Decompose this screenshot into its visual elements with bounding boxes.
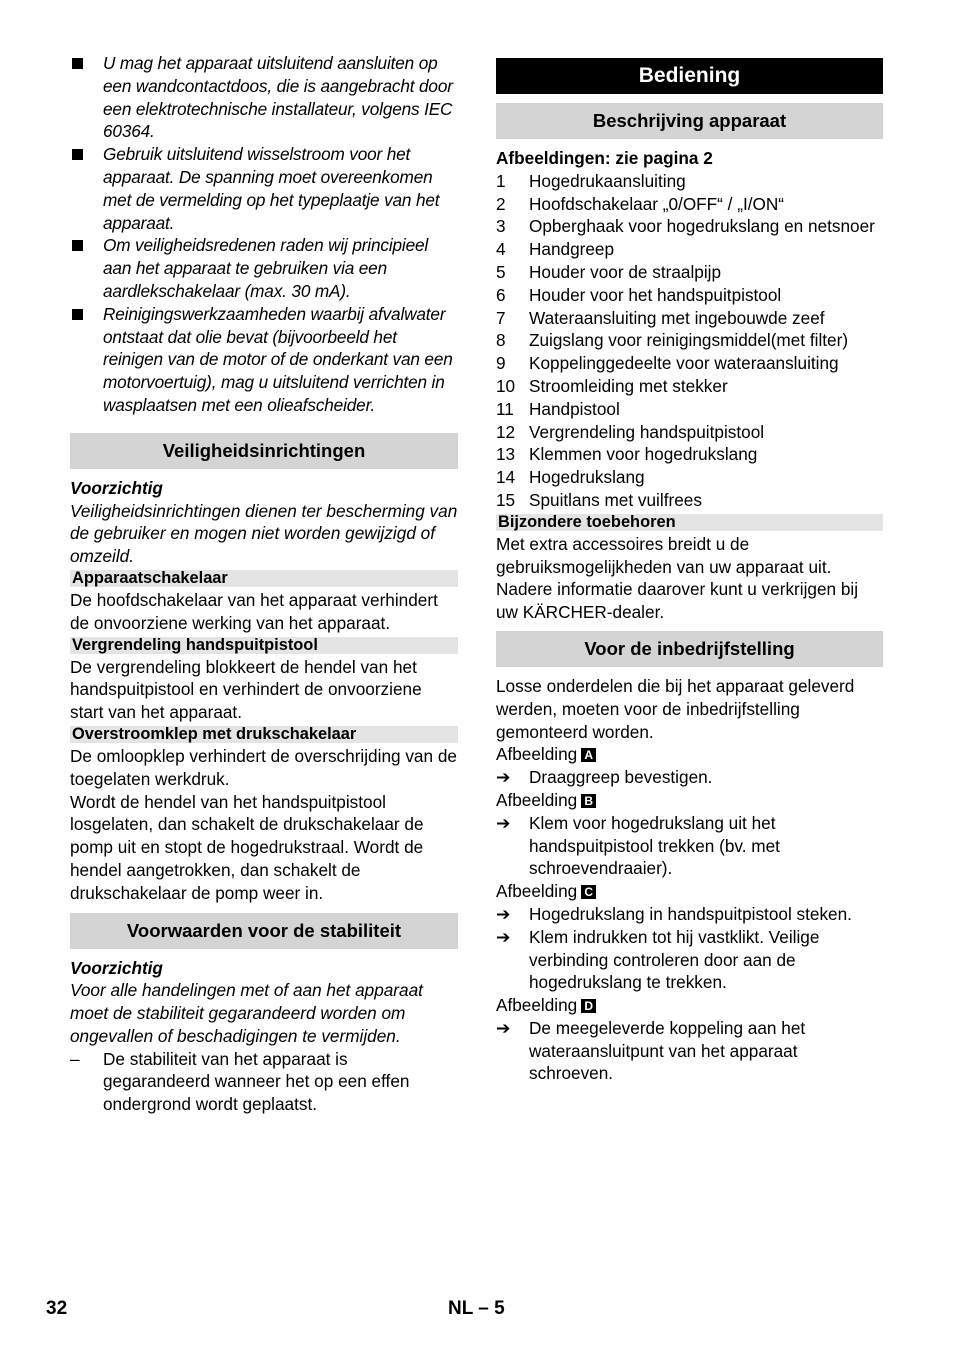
left-column bbox=[70, 52, 458, 1116]
parts-list bbox=[496, 170, 883, 512]
figure-reference: Afbeelding B bbox=[496, 789, 883, 812]
figure-label-b: B bbox=[581, 794, 596, 808]
list-item: – De stabiliteit van het apparaat is gegarandeerd wanneer het op een effen ondergrond wordt geplaatst. bbox=[70, 1048, 410, 1115]
list-item: 6 Houder voor het handspuitpistool bbox=[496, 284, 782, 305]
arrow-right-icon: ➔ bbox=[496, 812, 511, 833]
subheading-device-switch: Apparaatschakelaar bbox=[70, 570, 458, 587]
section-heading-stability: Voorwaarden voor de stabiliteit bbox=[70, 913, 458, 949]
arrow-right-icon: ➔ bbox=[496, 926, 511, 947]
caution-text: Veiligheidsinrichtingen dienen ter bescherming van de gebruiker en mogen niet worden gewijzigd of omzeild. bbox=[70, 500, 458, 567]
section-page-ref: NL – 5 bbox=[448, 1298, 505, 1319]
figure-reference: Afbeelding D bbox=[496, 994, 883, 1017]
list-item: 12 Vergrendeling handspuitpistool bbox=[496, 421, 765, 442]
list-item: Gebruik uitsluitend wisselstroom voor het apparaat. De spanning moet overeenkomen met de vermelding op het typeplaatje van het apparaat. bbox=[70, 143, 458, 234]
section-heading-commissioning: Voor de inbedrijfstelling bbox=[496, 631, 883, 667]
paragraph: Losse onderdelen die bij het apparaat geleverd werden, moeten voor de inbedrijfstelling gemonteerd worden. bbox=[496, 675, 855, 742]
list-item: U mag het apparaat uitsluitend aansluiten op een wandcontactdoos, die is aangebracht door een elektrotechnische installateur, volgens IEC 60364. bbox=[70, 52, 458, 143]
subheading-accessories: Bijzondere toebehoren bbox=[496, 514, 883, 531]
dash-bullet: – bbox=[70, 1048, 80, 1069]
list-item: ➔ Klem voor hogedrukslang uit het handspuitpistool trekken (bv. met schroevendraaier). bbox=[496, 812, 780, 879]
figure-reference: Afbeelding A bbox=[496, 743, 883, 766]
page-number: 32 bbox=[46, 1298, 68, 1319]
list-item: 7 Wateraansluiting met ingebouwde zeef bbox=[496, 307, 825, 328]
list-item: 11 Handpistool bbox=[496, 398, 620, 419]
caution-label: Voorzichtig bbox=[70, 477, 163, 498]
paragraph: De hoofdschakelaar van het apparaat verhindert de onvoorziene werking van het apparaat. bbox=[70, 589, 438, 633]
chapter-heading: Bediening bbox=[496, 58, 883, 94]
list-item: 1 Hogedrukaansluiting bbox=[496, 170, 686, 191]
section-heading-description: Beschrijving apparaat bbox=[496, 103, 883, 139]
arrow-right-icon: ➔ bbox=[496, 767, 511, 788]
list-item: 13 Klemmen voor hogedrukslang bbox=[496, 444, 758, 465]
subheading-trigger-lock: Vergrendeling handspuitpistool bbox=[70, 637, 458, 654]
arrow-right-icon: ➔ bbox=[496, 1017, 511, 1038]
paragraph: Met extra accessoires breidt u de gebruiksmogelijkheden van uw apparaat uit. Nadere informatie daarover kunt u verkrijgen bij uw KÄRCHER-dealer. bbox=[496, 533, 859, 623]
list-item: 4 Handgreep bbox=[496, 239, 615, 260]
list-item: 10 Stroomleiding met stekker bbox=[496, 375, 728, 396]
list-item: 9 Koppelinggedeelte voor wateraansluiting bbox=[496, 353, 839, 374]
list-item: Reinigingswerkzaamheden waarbij afvalwater ontstaat dat olie bevat (bijvoorbeeld het reinigen van de motor of de onderkant van een motorvoertuig), mag u uitsluitend verrichten in wasplaatsen met een olieafscheider. bbox=[70, 303, 458, 417]
figure-reference: Afbeelding C bbox=[496, 880, 883, 903]
list-item: 2 Hoofdschakelaar „0/OFF“ / „I/ON“ bbox=[496, 193, 785, 214]
list-item: 15 Spuitlans met vuilfrees bbox=[496, 489, 702, 510]
square-bullet-icon bbox=[72, 58, 83, 69]
figure-label-d: D bbox=[581, 999, 596, 1013]
section-heading-safety: Veiligheidsinrichtingen bbox=[70, 433, 458, 469]
list-item: 14 Hogedrukslang bbox=[496, 467, 645, 488]
list-item: 8 Zuigslang voor reinigingsmiddel(met filter) bbox=[496, 330, 849, 351]
list-item: ➔ Hogedrukslang in handspuitpistool steken. bbox=[496, 903, 852, 924]
paragraph: De vergrendeling blokkeert de hendel van het handspuitpistool en verhindert de onvoorziene start van het apparaat. bbox=[70, 656, 422, 723]
list-item: ➔ De meegeleverde koppeling aan het wateraansluitpunt van het apparaat schroeven. bbox=[496, 1017, 806, 1084]
paragraph: Wordt de hendel van het handspuitpistool losgelaten, dan schakelt de drukschakelaar de pomp uit en stopt de hogedrukstraal. Wordt de hendel aangetrokken, dan schakelt de drukschakelaar de pomp weer in. bbox=[70, 791, 424, 903]
figure-label-a: A bbox=[581, 748, 596, 762]
caution-label: Voorzichtig bbox=[70, 957, 163, 978]
list-item: ➔ Klem indrukken tot hij vastklikt. Veilige verbinding controleren door aan de hogedrukslang te trekken. bbox=[496, 926, 820, 993]
caution-text: Voor alle handelingen met of aan het apparaat moet de stabiliteit gegarandeerd worden om ongevallen of beschadigingen te vermijden. bbox=[70, 980, 423, 1046]
list-item: ➔ Draaggreep bevestigen. bbox=[496, 767, 713, 788]
list-item: Om veiligheidsredenen raden wij principieel aan het apparaat te gebruiken via een aardlekschakelaar (max. 30 mA). bbox=[70, 234, 458, 302]
figure-label-c: C bbox=[581, 885, 596, 899]
square-bullet-icon bbox=[72, 309, 83, 320]
subheading-overflow-valve: Overstroomklep met drukschakelaar bbox=[70, 726, 458, 743]
arrow-right-icon: ➔ bbox=[496, 903, 511, 924]
list-item: 3 Opberghaak voor hogedrukslang en netsnoer bbox=[496, 216, 875, 237]
square-bullet-icon bbox=[72, 240, 83, 251]
square-bullet-icon bbox=[72, 149, 83, 160]
figures-reference: Afbeeldingen: zie pagina 2 bbox=[496, 148, 713, 168]
list-item: 5 Houder voor de straalpijp bbox=[496, 261, 722, 282]
paragraph: De omloopklep verhindert de overschrijding van de toegelaten werkdruk. bbox=[70, 745, 457, 789]
right-column bbox=[496, 52, 883, 1085]
